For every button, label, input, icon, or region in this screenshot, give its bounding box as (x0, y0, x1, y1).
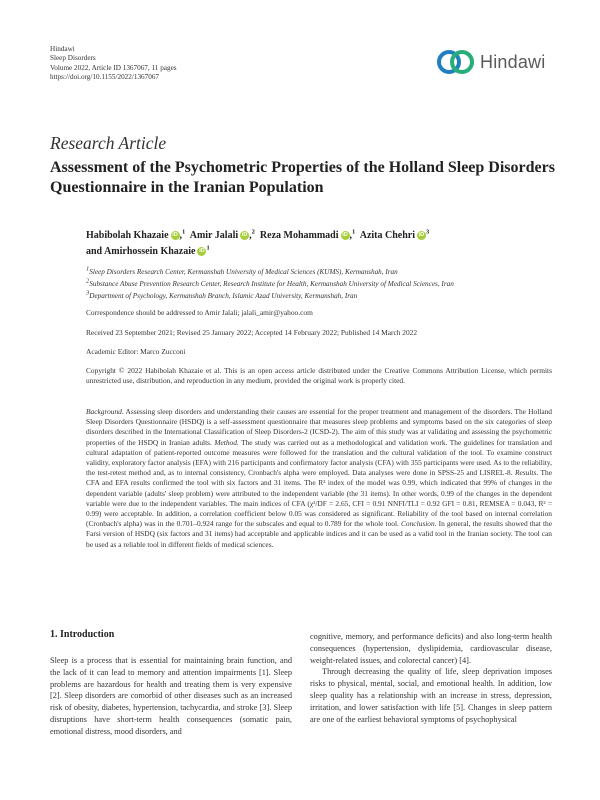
body-column-right (310, 631, 552, 725)
author-affiliation-sup: 1 (182, 228, 186, 236)
author-name[interactable]: and Amirhossein Khazaie (86, 246, 196, 257)
hindawi-rings-icon (436, 49, 476, 75)
section-heading: 1. Introduction (50, 629, 115, 640)
article-type: Research Article (50, 133, 167, 153)
doi-link[interactable]: https://doi.org/10.1155/2022/1367067 (50, 73, 160, 82)
abstract-label-background: Background (86, 407, 122, 416)
author-name[interactable]: Amir Jalali (189, 230, 239, 241)
author-affiliation-sup: 1 (352, 228, 356, 236)
orcid-icon[interactable]: iD (241, 232, 248, 239)
orcid-icon[interactable]: iD (342, 232, 348, 239)
author-name[interactable]: Azita Chehri (359, 230, 415, 241)
paragraph: Sleep is a process that is essential for maintaining brain function, and the lack of it can lead to memory and attention impairments [1]. Sleep problems are hazardous for health and treating them is very expensive [2]. Sleep disorders are comorbid of other diseases such as an increased risk of obesity, diabetes, hypertension, tachycardia, and stroke [3]. Sleep disruptions have short-term health consequences (somatic pain, emotional distress, mood disorders, and (50, 656, 292, 736)
orcid-icon[interactable]: iD (418, 232, 425, 239)
abstract: Background. Assessing sleep disorders and understanding their causes are essential for the proper treatment and management of the disorders. The Holland Sleep Disorders Questionnaire (HSDQ) is a self-assessment questionnaire that measures sleep problems and symptoms based on the six categories of sleep disorders described in the International Classification of Sleep Disorders-2 (ICSD-2). The aim of this study was at validating and assessing the psychometric properties of the HSDQ in Iranian adults. Method. The study was carried out as a methodological and validation work. The guidelines for translation and cultural adaptation of patient-reported outcome measures were followed for the translation and the cultural validation of the tool. To examine construct validity, exploratory factor analysis (EFA) with 216 participants and confirmatory factor analysis (CFA) with 355 participants were used. As to the reliability, the test-retest method and, as to internal consistency, Cronbach's alpha were employed. Data analyses were done in SPSS-25 and LISREL-8. Results. The CFA and EFA results confirmed the tool with six factors and 31 items. The R² index of the model was 0.99, which indicated that 99% of changes in the dependent variable (adults' sleep problem) were attributed to the independent variable (the 31 items). In other words, 0.99 of the changes in the dependent variable were due to the independent variables. The main indices of CFA (χ²/DF = 2.65, CFI = 0.91 NNFI/TLI = 0.92 GFI = 0.81, REMSEA = 0.043, R² = 0.99) were acceptable. In addition, a correlation coefficient below 0.05 was considered as significant. Reliability of the tool based on internal correlation (Cronbach's alpha) was in the 0.701–0.924 range for the subscales and equal to 0.789 for the whole tool. Conclusion. In general, the results showed that the Farsi version of HSDQ (six factors and 31 items) had acceptable and applicable indices and it can be used as a valid tool in the Iranian society. The tool can be used as a reliable tool in different fields of medical sciences. (86, 407, 552, 549)
author-name[interactable]: Habibolah Khazaie (86, 230, 169, 241)
journal-name: Sleep Disorders (50, 54, 96, 63)
logo-text: Hindawi (480, 51, 546, 72)
abstract-label-results: Results (515, 468, 537, 478)
copyright-notice: Copyright © 2022 Habibolah Khazaie et al. This is an open access article distributed under the Creative Commons Attribution License, which permits unrestricted use, distribution, and reproduction in any medium, provided the original work is properly cited. (86, 366, 552, 385)
publisher-name: Hindawi (50, 45, 75, 53)
author-list: Habibolah Khazaie iD ,$^1$ Amir Jalali iD ,$^2$ Reza Mohammadi iD ,$^1$ Azita Chehri iD $^3$ and Amirhossein Khazaie iD $^1$ (86, 228, 430, 257)
orcid-icon[interactable]: iD (199, 248, 205, 255)
paragraph: Through decreasing the quality of life, sleep deprivation imposes risks to physical, mental, social, and emotional health. In addition, low sleep quality has a relationship with an increase in stress, depression, irritation, and lower satisfaction with life [5]. Changes in sleep pattern are one of the earliest behavioral symptoms of psychophysical (310, 667, 552, 724)
author-affiliation-sup: 1 (206, 244, 210, 252)
volume-info: Volume 2022, Article ID 1367067, 11 pages (50, 63, 177, 72)
article-meta (50, 45, 177, 83)
affiliations (86, 266, 454, 302)
affiliation-item: 1Sleep Disorders Research Center, Kermanshah University of Medical Sciences (KUMS), Kermanshah, Iran (86, 265, 398, 276)
academic-editor: Academic Editor: Marco Zucconi (86, 347, 186, 356)
author-affiliation-sup: 2 (251, 228, 255, 236)
body-column-left (50, 655, 292, 738)
article-dates: Received 23 September 2021; Revised 25 January 2022; Accepted 14 February 2022; Published 14 March 2022 (86, 328, 418, 337)
affiliation-item: 3Department of Psychology, Kermanshah Branch, Islamic Azad University, Kermanshah, Iran (86, 289, 358, 300)
paragraph: cognitive, memory, and performance deficits) and also long-term health consequences (hypertension, dyslipidemia, cardiovascular disease, weight-related issues, and colorectal cancer) [4]. (310, 632, 552, 665)
orcid-icon[interactable]: iD (172, 232, 178, 239)
abstract-label-conclusion: Conclusion (400, 519, 435, 529)
correspondence: Correspondence should be addressed to Amir Jalali; jalali_amir@yahoo.com (86, 308, 313, 317)
article-title: Assessment of the Psychometric Properties of the Holland Sleep Disorders Questionnaire in the Iranian Population (50, 159, 555, 196)
affiliation-item: 2Substance Abuse Prevention Research Center, Research Institute for Health, Kermanshah University of Medical Sciences, Iran (86, 277, 454, 288)
author-affiliation-sup: 3 (426, 228, 430, 236)
hindawi-logo[interactable] (436, 49, 545, 75)
abstract-label-method: Method (214, 437, 237, 447)
author-name[interactable]: Reza Mohammadi (259, 230, 339, 241)
